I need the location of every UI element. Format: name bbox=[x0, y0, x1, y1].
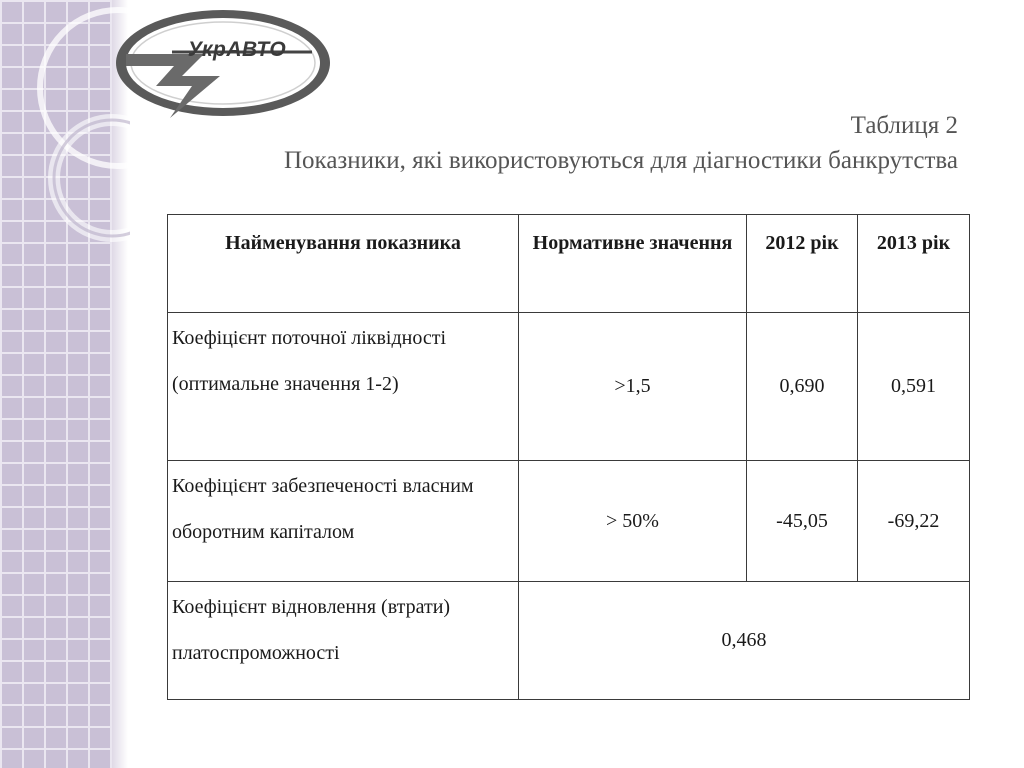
page-title: Показники, які використовуються для діагностики банкрутства bbox=[284, 147, 958, 174]
table-row bbox=[168, 582, 970, 700]
row-value-2012: 0,690 bbox=[747, 313, 858, 461]
header-indicator-name: Найменування показника bbox=[168, 215, 519, 313]
row-indicator-name: Коефіцієнт забезпеченості власним оборотним капіталом bbox=[168, 461, 519, 582]
logo-text: УкрАВТО bbox=[187, 38, 287, 61]
table-row bbox=[168, 461, 970, 582]
row-value-2013: -69,22 bbox=[858, 461, 970, 582]
row-normative-value: >1,5 bbox=[519, 313, 747, 461]
header-year-2012: 2012 рік bbox=[747, 215, 858, 313]
indicators-table bbox=[167, 214, 970, 700]
table-caption: Таблиця 2 bbox=[850, 112, 958, 139]
decorative-rings bbox=[0, 0, 130, 260]
row-indicator-name: Коефіцієнт відновлення (втрати) платоспроможності bbox=[168, 582, 519, 700]
header-year-2013: 2013 рік bbox=[858, 215, 970, 313]
row-merged-value: 0,468 bbox=[519, 582, 970, 700]
table-header-row bbox=[168, 215, 970, 313]
row-normative-value: > 50% bbox=[519, 461, 747, 582]
table-row bbox=[168, 313, 970, 461]
row-value-2013: 0,591 bbox=[858, 313, 970, 461]
row-indicator-name: Коефіцієнт поточної ліквідності (оптимальне значення 1-2) bbox=[168, 313, 519, 461]
header-normative-value: Нормативне значення bbox=[519, 215, 747, 313]
row-value-2012: -45,05 bbox=[747, 461, 858, 582]
